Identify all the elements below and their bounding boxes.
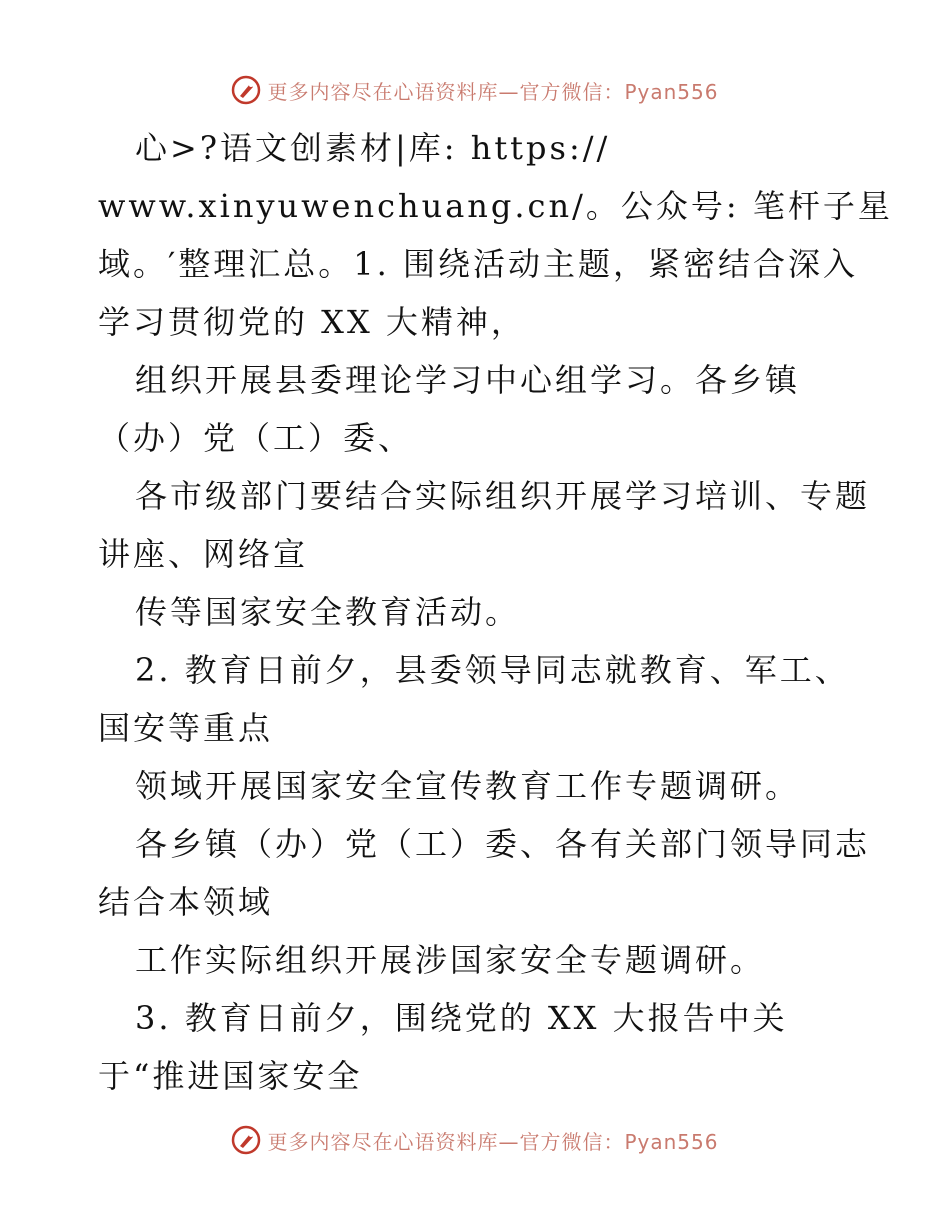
pen-nib-logo-icon xyxy=(231,1125,261,1155)
text-line: 领域开展国家安全宣传教育工作专题调研。 xyxy=(135,767,801,805)
text-line: 3. 教育日前夕，围绕党的 XX 大报告中关 xyxy=(135,999,788,1037)
text-line: 心>?语文创素材|库: https:// xyxy=(135,129,611,167)
header-banner-text[interactable]: 更多内容尽在心语资料库—官方微信：Pyan556 xyxy=(267,79,719,104)
text-line: 组织开展县委理论学习中心组学习。各乡镇 xyxy=(135,361,801,399)
text-line: 于“推进国家安全 xyxy=(98,1057,363,1095)
text-line: 讲座、网络宣 xyxy=(98,535,309,573)
text-line: 域。′整理汇总。1. 围绕活动主题，紧密结合深入 xyxy=(98,245,858,283)
text-line: 结合本领域 xyxy=(98,883,274,921)
text-line: 各市级部门要结合实际组织开展学习培训、专题 xyxy=(135,477,871,515)
text-line: www.xinyuwenchuang.cn/。公众号: 笔杆子星 xyxy=(98,187,893,225)
header-banner xyxy=(0,70,950,110)
text-line: 2. 教育日前夕，县委领导同志就教育、军工、 xyxy=(135,651,850,689)
text-line: 工作实际组织开展涉国家安全专题调研。 xyxy=(135,941,766,979)
text-line: 传等国家安全教育活动。 xyxy=(135,593,521,631)
text-line: 学习贯彻党的 XX 大精神， xyxy=(98,303,526,341)
text-line: （办）党（工）委、 xyxy=(98,419,414,457)
text-line: 国安等重点 xyxy=(98,709,274,747)
footer-banner-text[interactable]: 更多内容尽在心语资料库—官方微信：Pyan556 xyxy=(267,1129,719,1154)
footer-banner xyxy=(0,1120,950,1160)
pen-nib-logo-icon xyxy=(231,75,261,105)
text-line: 各乡镇（办）党（工）委、各有关部门领导同志 xyxy=(135,825,871,863)
